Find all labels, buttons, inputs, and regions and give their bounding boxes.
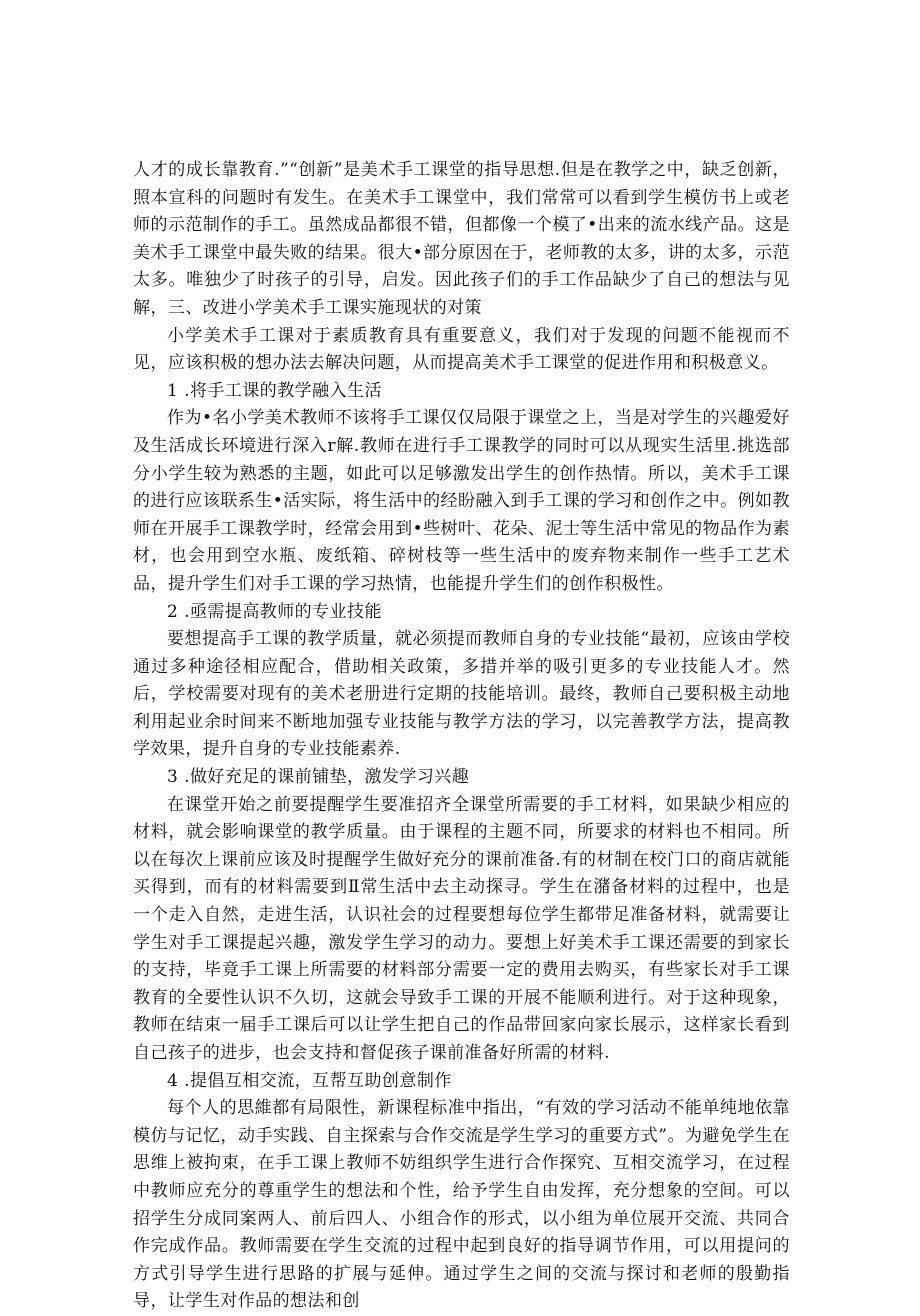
section-heading-2: 2 .亟需提高教师的专业技能 [167,601,382,622]
paragraph-section-1: 作为•名小学美术教师不该将手工课仅仅局限于课堂之上，当是对学生的兴趣爱好及生活成长环境进行深入r解.教师在进行手工课教学的同时可以从现实生活里.挑选部分小学生较为熟悉的主题，如此可以足够激发出学生的创作热情。所以，美术手工课的进行应该联系生•活实际，将生活中的经盼融入到手工课的学习和创作之中。例如教师在开展手工课教学时，经常会用到•些树叶、花朵、泥士等生活中常见的物品作为素材，也会用到空水瓶、废纸箱、碎树枝等一些生活中的废弃物来制作一些手工艺术品，提升学生们对手工课的学习热情，也能提升学生们的创作积极性。 [133,408,790,594]
paragraph-significance: 小学美术手工课对于素质教育具有重要意义，我们对于发现的问题不能视而不见，应该积极的想办法去解决问题，从而提高美术手工课堂的促进作用和积极意义。 [133,325,790,374]
paragraph-section-3: 在课堂开始之前要提醒学生要准招齐全课堂所需要的手工材料，如果缺少相应的材料，就会影响课堂的教学质量。由于课程的主题不同，所要求的材料也不相同。所以在每次上课前应该及时提醒学生做好充分的课前准备.有的材制在校门口的商店就能买得到，而有的材料需要到Ⅱ常生活中去主动探寻。学生在潴备材料的过程中，也是一个走入自然，走进生活，认识社会的过程要想每位学生都带足准备材料，就需要让学生对手工课提起兴趣，激发学生学习的动力。要想上好美术手工课还需要的到家长的支持，毕竟手工课上所需要的材料部分需要一定的费用去购买，有些家长对手工课教育的全要性认识不久切，这就会导致手工课的开展不能顺利进行。对于这种现象，教师在结束一届手工课后可以让学生把自己的作品带回家向家长展示，这样家长看到自己孩子的进步，也会支持和督促孩子课前准备好所需的材料. [133,794,790,1063]
paragraph-section-4: 每个人的思維都有局限性，新课程标准中指出，“有效的学习活动不能单纯地依靠模仿与记忆，动手实践、自主探索与合作交流是学生学习的重要方式”。为避免学生在思维上被拘束，在手工课上教师不妨组织学生进行合作探究、互相交流学习，在过程中教师应充分的尊重学生的想法和个性，给予学生自由发挥，充分想象的空间。可以招学生分成同案两人、前后四人、小组合作的形式，以小组为单位展开交流、共同合作完成作品。教师需要在学生交流的过程中起到良好的指导调节作用，可以用提问的方式引导学生进行思路的扩展与延伸。通过学生之间的交流与探讨和老师的殷勤指导，让学生对作品的想法和创 [133,1098,790,1312]
section-heading-4: 4 .提倡互相交流，互帮互助创意制作 [167,1070,452,1091]
document-body [133,157,790,1316]
section-heading-3: 3 .做好充足的课前铺垫，激发学习兴趣 [167,767,470,788]
paragraph-section-2: 要想提高手工课的教学质量，就必须提而教师自身的专业技能“最初，应该由学校通过多种途径相应配合，借助相关政策，多措并举的吸引更多的专业技能人才。然后，学校需要对现有的美术老册进行定期的技能培训。最终，教师自己要积极主动地利用起业余时间来不断地加强专业技能与教学方法的学习，以完善教学方法，提高教学效果，提升自身的专业技能素养. [133,629,790,760]
section-heading-1: 1 .将手工课的教学融入生活 [167,380,382,401]
paragraph-intro-continuation: 人才的成长靠教育.”“创新”是美术手工课堂的指导思想.但是在教学之中，缺乏创新，照本宣科的问题时有发生。在美术手工课堂中，我们常常可以看到学生模仿书上或老师的示范制作的手工。虽然成品都很不错，但都像一个模了•出来的流水线产品。这是美术手工课堂中最失败的结果。很大•部分原因在于，老师教的太多，讲的太多，示范太多。唯独少了时孩子的引导，启发。因此孩子们的手工作品缺少了自己的想法与见解，三、改进小学美术手工课实施现状的对策 [133,160,790,318]
